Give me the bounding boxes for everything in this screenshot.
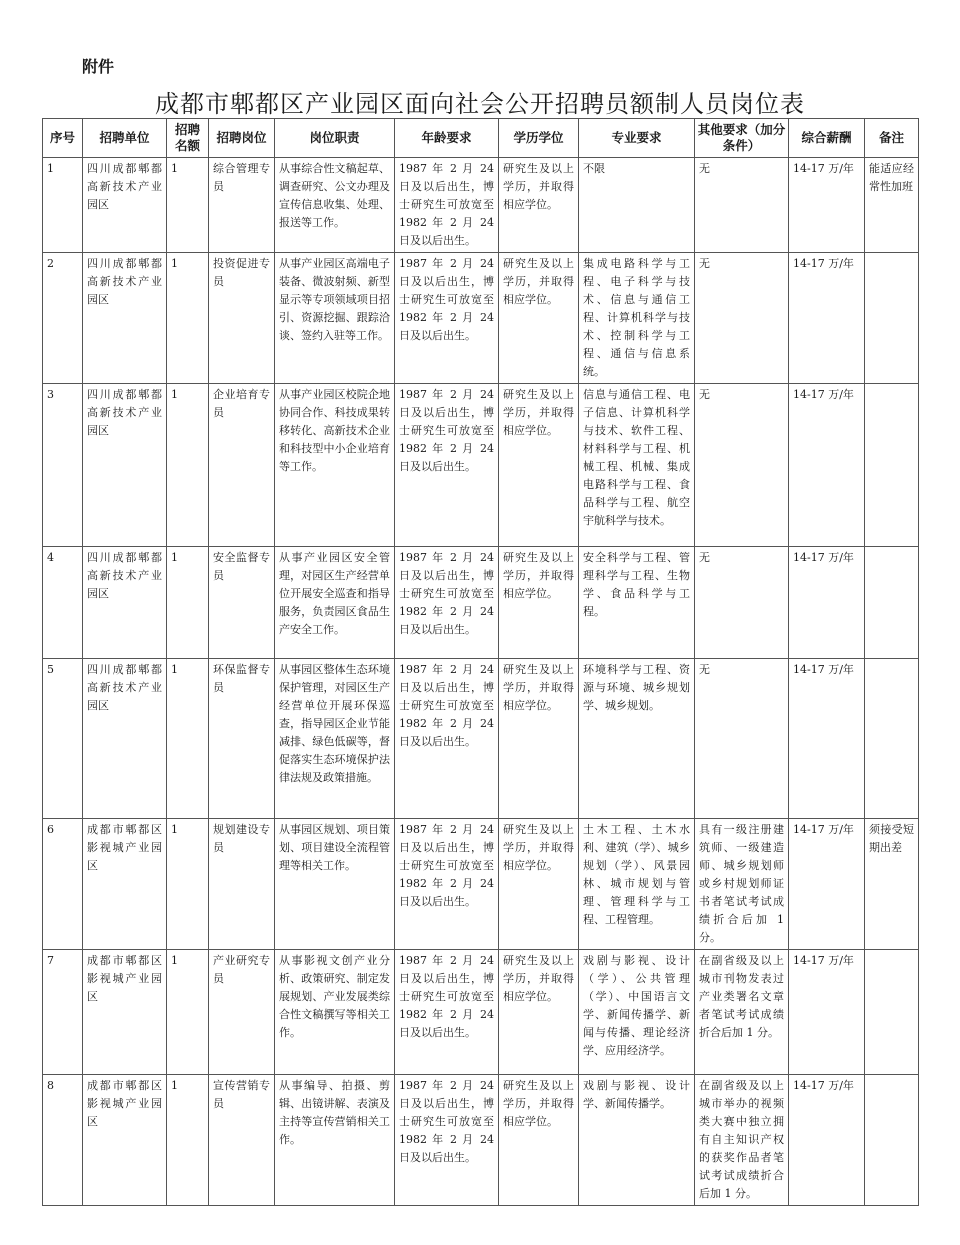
table-row xyxy=(43,950,919,1075)
cell-no: 6 xyxy=(43,819,83,950)
attachment-label: 附件 xyxy=(82,57,115,76)
header-post: 招聘岗位 xyxy=(209,119,275,158)
cell-note xyxy=(865,547,919,659)
cell-count: 1 xyxy=(167,253,209,384)
cell-age: 1987 年 2 月 24 日及以后出生，博士研究生可放宽至 1982 年 2 月 24 日及以后出生。 xyxy=(395,950,499,1075)
cell-count: 1 xyxy=(167,1075,209,1206)
cell-note xyxy=(865,1075,919,1206)
page-title: 成都市郫都区产业园区面向社会公开招聘员额制人员岗位表 xyxy=(155,90,805,118)
cell-edu: 研究生及以上学历，并取得相应学位。 xyxy=(499,950,579,1075)
cell-age: 1987 年 2 月 24 日及以后出生，博士研究生可放宽至 1982 年 2 月 24 日及以后出生。 xyxy=(395,158,499,253)
cell-unit: 四川成都郫都高新技术产业园区 xyxy=(83,547,167,659)
cell-major: 土木工程、土木水利、建筑（学）、城乡规划（学）、风景园林、城市规划与管理、管理科学与工程、工程管理。 xyxy=(579,819,695,950)
cell-edu: 研究生及以上学历，并取得相应学位。 xyxy=(499,819,579,950)
cell-edu: 研究生及以上学历，并取得相应学位。 xyxy=(499,384,579,547)
table-row xyxy=(43,659,919,819)
cell-unit: 四川成都郫都高新技术产业园区 xyxy=(83,659,167,819)
cell-unit: 四川成都郫都高新技术产业园区 xyxy=(83,384,167,547)
cell-count: 1 xyxy=(167,950,209,1075)
table-row xyxy=(43,547,919,659)
cell-edu: 研究生及以上学历，并取得相应学位。 xyxy=(499,158,579,253)
cell-note xyxy=(865,384,919,547)
cell-no: 2 xyxy=(43,253,83,384)
table-row xyxy=(43,819,919,950)
cell-note xyxy=(865,950,919,1075)
header-major: 专业要求 xyxy=(579,119,695,158)
cell-note xyxy=(865,253,919,384)
header-age: 年龄要求 xyxy=(395,119,499,158)
cell-duty: 从事园区整体生态环境保护管理，对园区生产经营单位开展环保巡查，指导园区企业节能减排、绿色低碳等，督促落实生态环境保护法律法规及政策措施。 xyxy=(275,659,395,819)
cell-age: 1987 年 2 月 24 日及以后出生，博士研究生可放宽至 1982 年 2 月 24 日及以后出生。 xyxy=(395,659,499,819)
cell-unit: 成都市郫都区影视城产业园区 xyxy=(83,1075,167,1206)
cell-other: 在副省级及以上城市刊物发表过产业类署名文章者笔试考试成绩折合后加 1 分。 xyxy=(695,950,789,1075)
cell-edu: 研究生及以上学历，并取得相应学位。 xyxy=(499,547,579,659)
cell-major: 信息与通信工程、电子信息、计算机科学与技术、软件工程、材料科学与工程、机械工程、机械、集成电路科学与工程、食品科学与工程、航空宇航科学与技术。 xyxy=(579,384,695,547)
cell-salary: 14-17 万/年 xyxy=(789,547,865,659)
cell-count: 1 xyxy=(167,659,209,819)
cell-major: 戏剧与影视、设计（学）、公共管理（学）、中国语言文学、新闻传播学、新闻与传播、理论经济学、应用经济学。 xyxy=(579,950,695,1075)
header-salary: 综合薪酬 xyxy=(789,119,865,158)
cell-duty: 从事产业园区高端电子装备、微波射频、新型显示等专项领域项目招引、资源挖掘、跟踪洽谈、签约入驻等工作。 xyxy=(275,253,395,384)
cell-salary: 14-17 万/年 xyxy=(789,659,865,819)
cell-no: 3 xyxy=(43,384,83,547)
cell-post: 环保监督专员 xyxy=(209,659,275,819)
cell-major: 环境科学与工程、资源与环境、城乡规划学、城乡规划。 xyxy=(579,659,695,819)
cell-major: 戏剧与影视、设计学、新闻传播学。 xyxy=(579,1075,695,1206)
cell-age: 1987 年 2 月 24 日及以后出生，博士研究生可放宽至 1982 年 2 月 24 日及以后出生。 xyxy=(395,547,499,659)
cell-note xyxy=(865,659,919,819)
cell-count: 1 xyxy=(167,819,209,950)
cell-count: 1 xyxy=(167,384,209,547)
cell-unit: 四川成都郫都高新技术产业园区 xyxy=(83,253,167,384)
cell-salary: 14-17 万/年 xyxy=(789,158,865,253)
cell-salary: 14-17 万/年 xyxy=(789,384,865,547)
table-row xyxy=(43,158,919,253)
cell-age: 1987 年 2 月 24 日及以后出生，博士研究生可放宽至 1982 年 2 月 24 日及以后出生。 xyxy=(395,819,499,950)
table-row xyxy=(43,384,919,547)
cell-count: 1 xyxy=(167,547,209,659)
cell-other: 无 xyxy=(695,384,789,547)
cell-salary: 14-17 万/年 xyxy=(789,819,865,950)
cell-count: 1 xyxy=(167,158,209,253)
cell-duty: 从事产业园区校院企地协同合作、科技成果转移转化、高新技术企业和科技型中小企业培育等工作。 xyxy=(275,384,395,547)
header-other: 其他要求（加分条件） xyxy=(695,119,789,158)
cell-post: 规划建设专员 xyxy=(209,819,275,950)
cell-no: 1 xyxy=(43,158,83,253)
cell-no: 7 xyxy=(43,950,83,1075)
cell-major: 集成电路科学与工程、电子科学与技术、信息与通信工程、计算机科学与技术、控制科学与工程、通信与信息系统。 xyxy=(579,253,695,384)
cell-other: 具有一级注册建筑师、一级建造师、城乡规划师或乡村规划师证书者笔试考试成绩折合后加 1 分。 xyxy=(695,819,789,950)
cell-unit: 成都市郫都区影视城产业园区 xyxy=(83,819,167,950)
cell-major: 不限 xyxy=(579,158,695,253)
cell-duty: 从事影视文创产业分析、政策研究、制定发展规划、产业发展类综合性文稿撰写等相关工作。 xyxy=(275,950,395,1075)
cell-edu: 研究生及以上学历，并取得相应学位。 xyxy=(499,253,579,384)
table-row xyxy=(43,1075,919,1206)
cell-post: 企业培育专员 xyxy=(209,384,275,547)
cell-other: 无 xyxy=(695,547,789,659)
cell-unit: 四川成都郫都高新技术产业园区 xyxy=(83,158,167,253)
cell-duty: 从事园区规划、项目策划、项目建设全流程管理等相关工作。 xyxy=(275,819,395,950)
cell-major: 安全科学与工程、管理科学与工程、生物学、食品科学与工程。 xyxy=(579,547,695,659)
header-count: 招聘名额 xyxy=(167,119,209,158)
cell-no: 8 xyxy=(43,1075,83,1206)
cell-post: 产业研究专员 xyxy=(209,950,275,1075)
cell-other: 在副省级及以上城市举办的视频类大赛中独立拥有自主知识产权的获奖作品者笔试考试成绩折合后加 1 分。 xyxy=(695,1075,789,1206)
cell-age: 1987 年 2 月 24 日及以后出生，博士研究生可放宽至 1982 年 2 月 24 日及以后出生。 xyxy=(395,1075,499,1206)
cell-post: 投资促进专员 xyxy=(209,253,275,384)
cell-no: 4 xyxy=(43,547,83,659)
header-edu: 学历学位 xyxy=(499,119,579,158)
header-duty: 岗位职责 xyxy=(275,119,395,158)
cell-age: 1987 年 2 月 24 日及以后出生，博士研究生可放宽至 1982 年 2 月 24 日及以后出生。 xyxy=(395,384,499,547)
job-table xyxy=(42,118,919,1206)
cell-post: 安全监督专员 xyxy=(209,547,275,659)
cell-note: 须接受短期出差 xyxy=(865,819,919,950)
cell-other: 无 xyxy=(695,158,789,253)
cell-edu: 研究生及以上学历，并取得相应学位。 xyxy=(499,659,579,819)
cell-duty: 从事产业园区安全管理，对园区生产经营单位开展安全巡查和指导服务，负责园区食品生产安全工作。 xyxy=(275,547,395,659)
table-row xyxy=(43,253,919,384)
header-no: 序号 xyxy=(43,119,83,158)
cell-post: 综合管理专员 xyxy=(209,158,275,253)
cell-unit: 成都市郫都区影视城产业园区 xyxy=(83,950,167,1075)
cell-no: 5 xyxy=(43,659,83,819)
cell-other: 无 xyxy=(695,253,789,384)
cell-other: 无 xyxy=(695,659,789,819)
header-note: 备注 xyxy=(865,119,919,158)
cell-duty: 从事综合性文稿起草、调查研究、公文办理及宣传信息收集、处理、报送等工作。 xyxy=(275,158,395,253)
cell-note: 能适应经常性加班 xyxy=(865,158,919,253)
table-header-row xyxy=(43,119,919,158)
cell-post: 宣传营销专员 xyxy=(209,1075,275,1206)
cell-edu: 研究生及以上学历，并取得相应学位。 xyxy=(499,1075,579,1206)
cell-age: 1987 年 2 月 24 日及以后出生，博士研究生可放宽至 1982 年 2 月 24 日及以后出生。 xyxy=(395,253,499,384)
cell-salary: 14-17 万/年 xyxy=(789,950,865,1075)
cell-salary: 14-17 万/年 xyxy=(789,1075,865,1206)
cell-duty: 从事编导、拍摄、剪辑、出镜讲解、表演及主持等宣传营销相关工作。 xyxy=(275,1075,395,1206)
header-unit: 招聘单位 xyxy=(83,119,167,158)
cell-salary: 14-17 万/年 xyxy=(789,253,865,384)
